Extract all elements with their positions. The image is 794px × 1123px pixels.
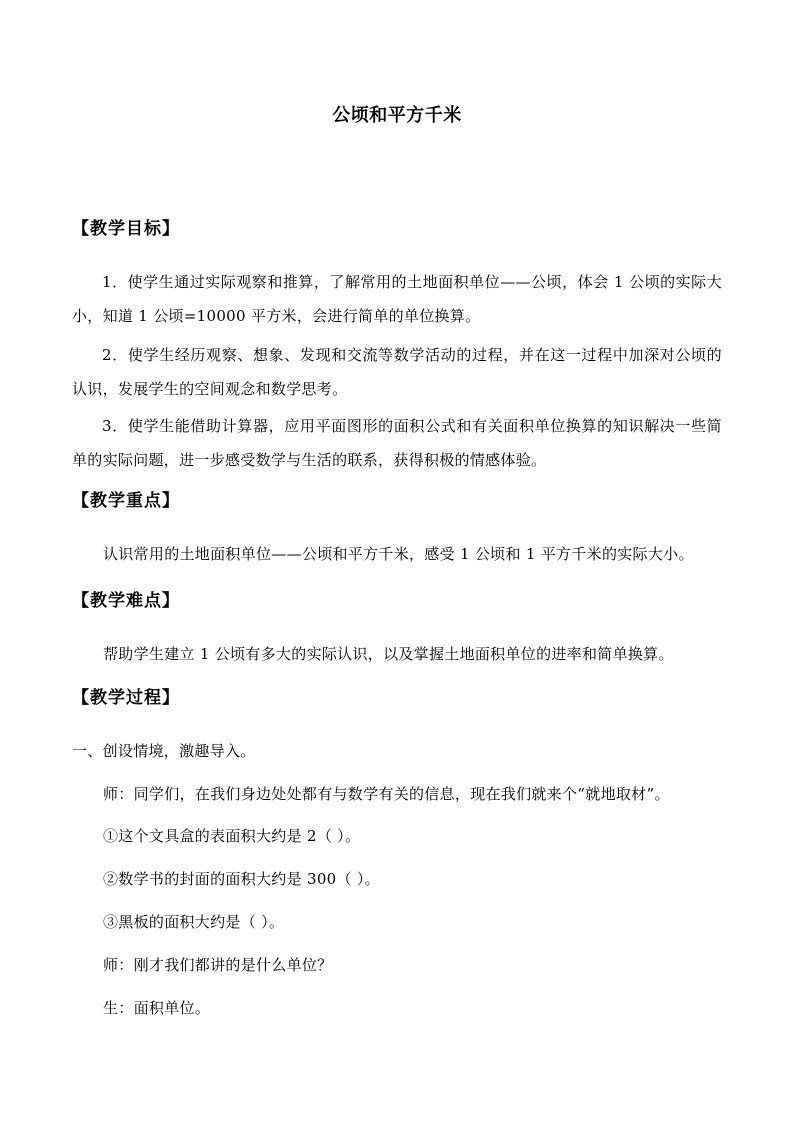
process-line-3: ②数学书的封面的面积大约是 300（ ）。 [103,870,380,888]
process-line-2: ①这个文具盒的表面积大约是 2（ ）。 [103,827,361,845]
heading-key-points: 【教学重点】 [72,491,180,511]
heading-objectives: 【教学目标】 [72,219,180,239]
document-title: 公顷和平方千米 [332,105,462,126]
heading-difficulties: 【教学难点】 [72,591,180,611]
process-line-5: 师：刚才我们都讲的是什么单位？ [103,956,333,974]
process-step-title: 一、创设情境，激趣导入。 [72,742,256,760]
objective-item-3: 3．使学生能借助计算器，应用平面图形的面积公式和有关面积单位换算的知识解决一些简单的实际问题，进一步感受数学与生活的联系，获得积极的情感体验。 [72,417,722,469]
difficulties-text: 帮助学生建立 1 公顷有多大的实际认识，以及掌握土地面积单位的进率和简单换算。 [103,645,674,663]
process-line-6: 生：面积单位。 [103,999,211,1017]
key-points-text: 认识常用的土地面积单位——公顷和平方千米，感受 1 公顷和 1 平方千米的实际大小。 [103,545,694,563]
heading-process: 【教学过程】 [72,688,180,708]
objective-item-2: 2．使学生经历观察、想象、发现和交流等数学活动的过程，并在这一过程中加深对公顷的认识，发展学生的空间观念和数学思考。 [72,346,722,398]
process-line-4: ③黑板的面积大约是（ ）。 [103,913,285,931]
objective-item-1: 1．使学生通过实际观察和推算，了解常用的土地面积单位——公顷，体会 1 公顷的实际大小，知道 1 公顷=10000 平方米，会进行简单的单位换算。 [72,273,722,325]
process-line-1: 师：同学们，在我们身边处处都有与数学有关的信息，现在我们就来个“就地取材”。 [103,785,670,803]
